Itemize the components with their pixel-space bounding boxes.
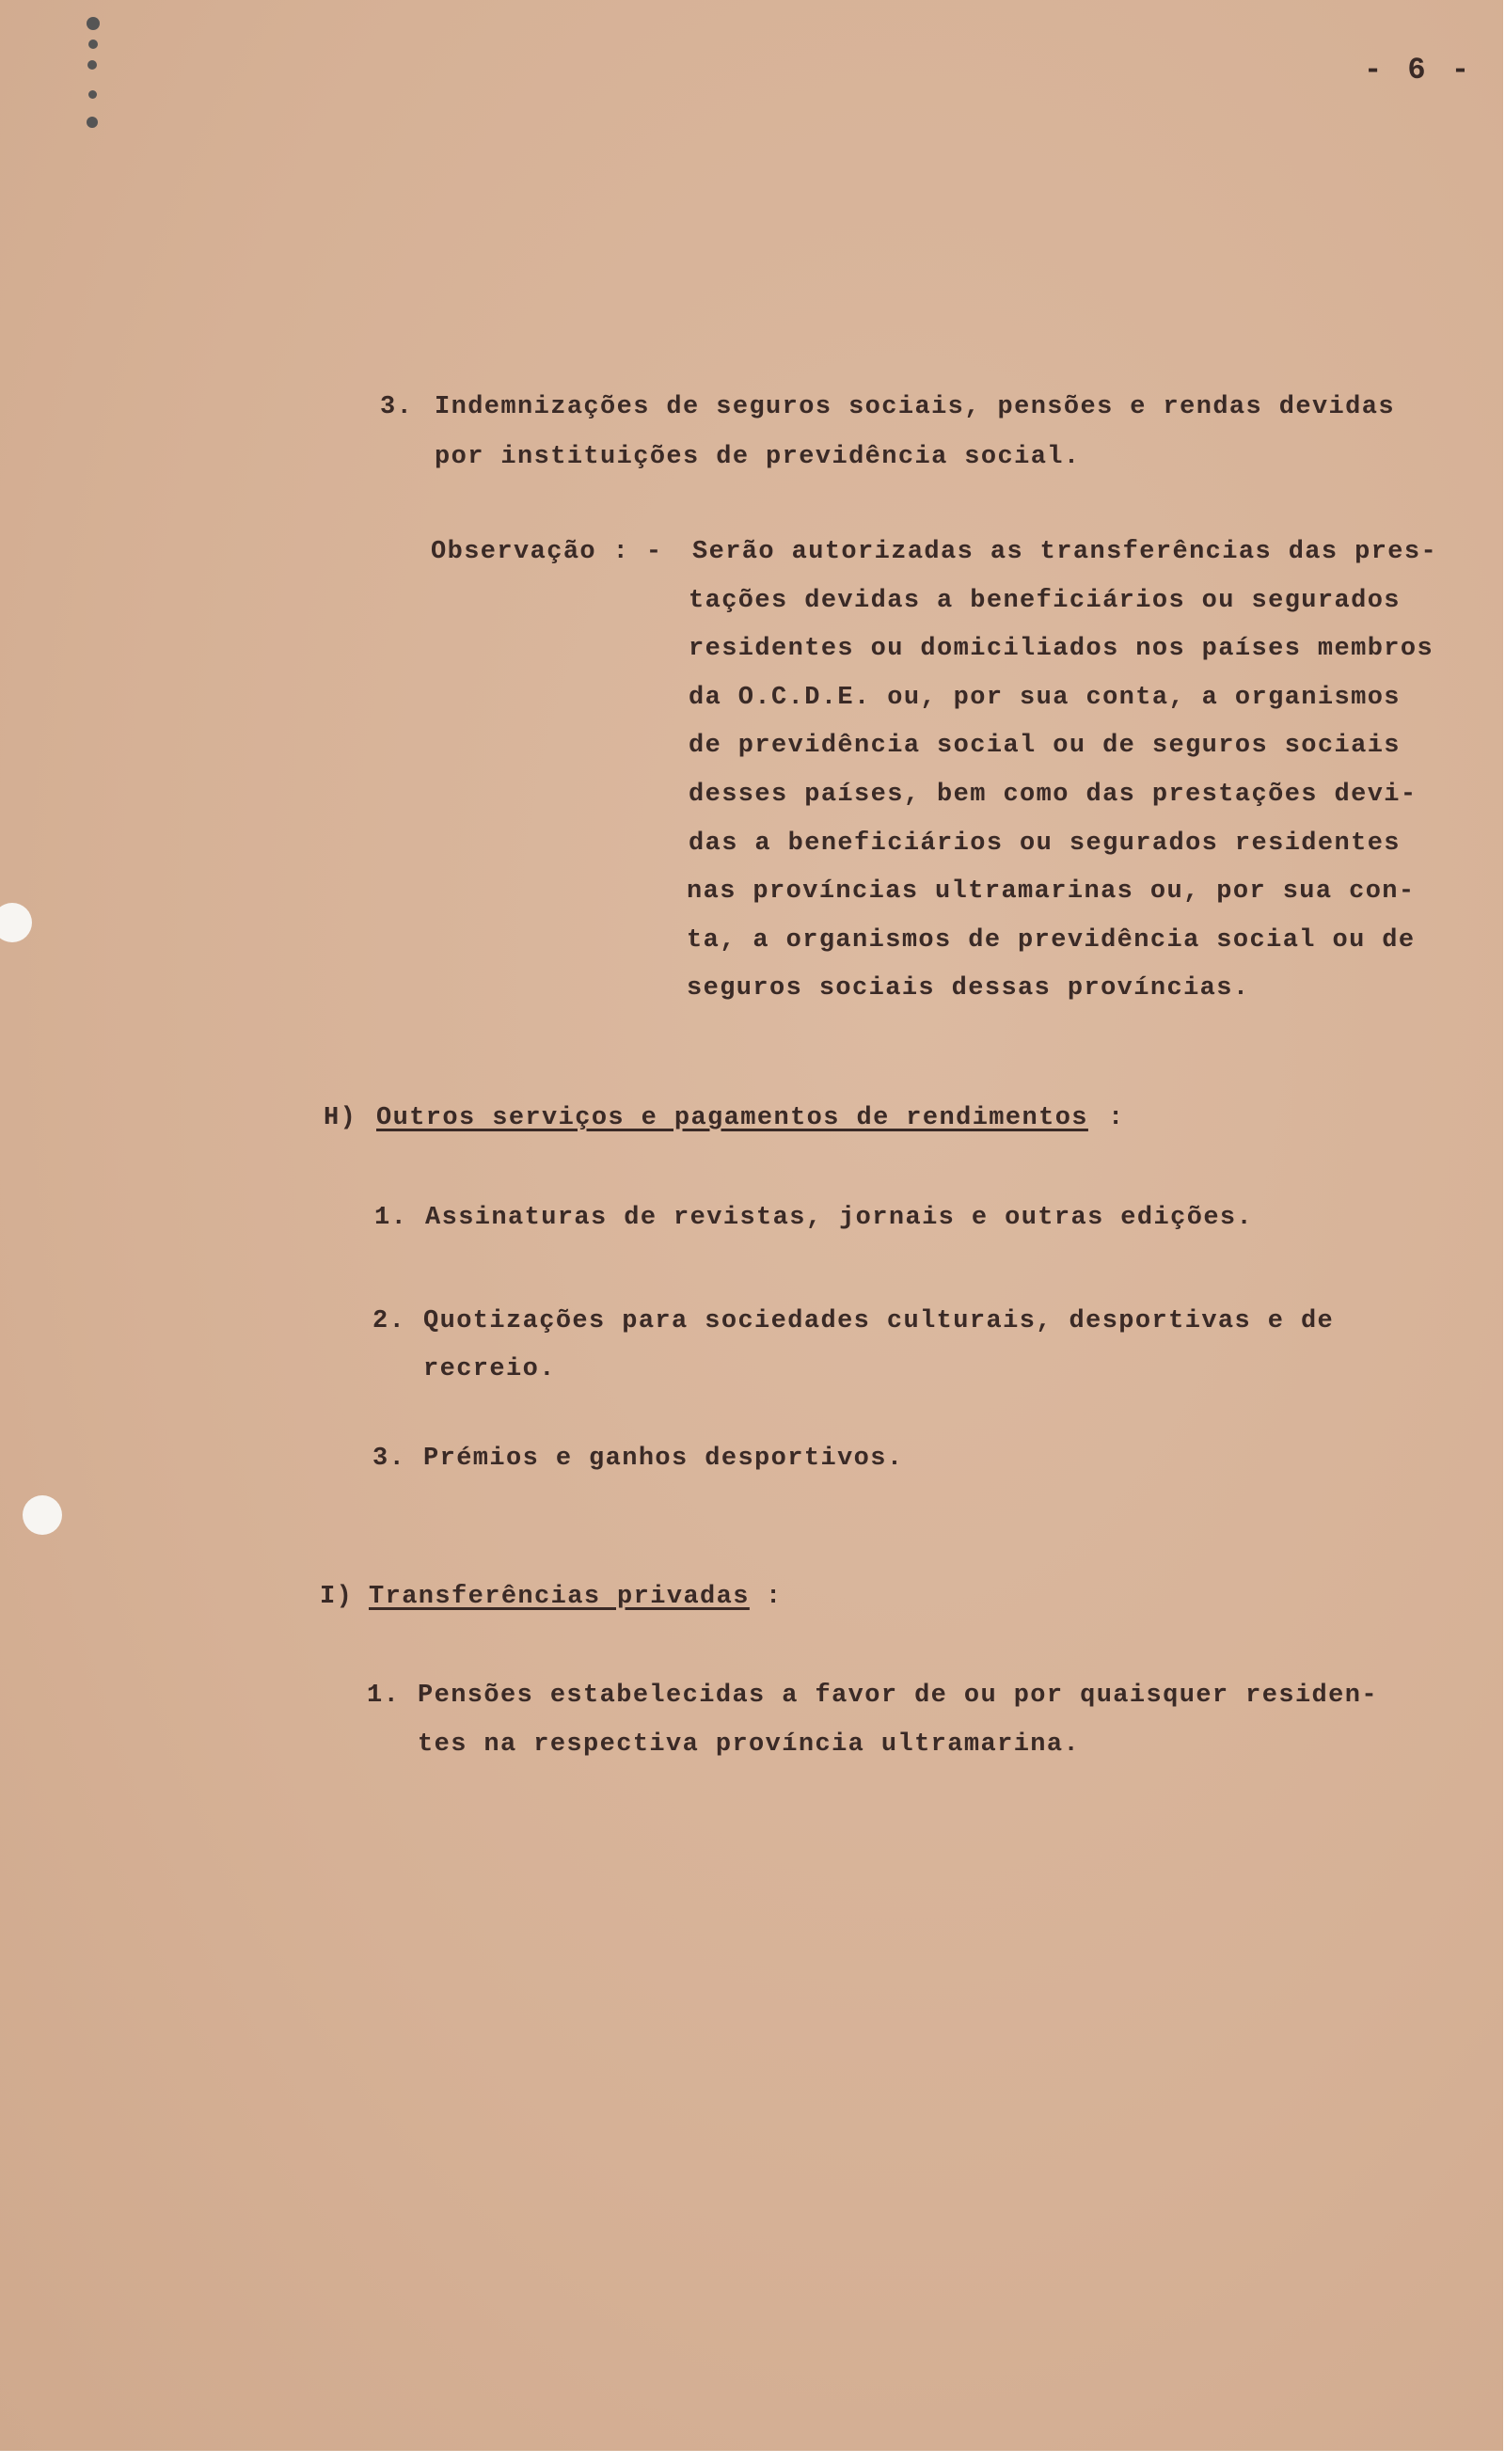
page-number: - 6 - (1364, 53, 1474, 87)
list-item-number: 1. (374, 1204, 408, 1232)
margin-mark (87, 117, 98, 128)
observation-line: de previdência social ou de seguros sociais (689, 732, 1401, 760)
observation-line: nas províncias ultramarinas ou, por sua con- (687, 877, 1416, 906)
item-text-line: Indemnizações de seguros sociais, pensões e rendas devidas (435, 393, 1395, 421)
observation-line: das a beneficiários ou segurados residentes (689, 829, 1401, 858)
punch-hole-top (0, 903, 32, 942)
section-title: Outros serviços e pagamentos de rendimentos (376, 1104, 1088, 1132)
observation-line: residentes ou domiciliados nos países membros (689, 635, 1434, 663)
list-item-line: Pensões estabelecidas a favor de ou por quaisquer residen- (418, 1682, 1378, 1710)
section-colon: : (1108, 1104, 1125, 1132)
section-colon: : (766, 1583, 783, 1611)
list-item-line: tes na respectiva província ultramarina. (418, 1730, 1081, 1759)
margin-mark (88, 90, 97, 99)
section-letter: H) (324, 1104, 357, 1132)
list-item-line: Prémios e ganhos desportivos. (423, 1445, 904, 1473)
observation-line: ta, a organismos de previdência social ou de (687, 926, 1416, 955)
item-number: 3. (380, 393, 414, 421)
margin-mark (87, 17, 100, 30)
observation-line: desses países, bem como das prestações devi- (689, 781, 1418, 809)
list-item-line: Assinaturas de revistas, jornais e outras edições. (425, 1204, 1254, 1232)
list-item-number: 1. (367, 1682, 401, 1710)
list-item-line: Quotizações para sociedades culturais, desportivas e de (423, 1307, 1335, 1335)
section-title: Transferências privadas (369, 1583, 750, 1611)
margin-mark (88, 39, 98, 49)
observation-line: da O.C.D.E. ou, por sua conta, a organismos (689, 684, 1401, 712)
margin-mark (87, 60, 97, 70)
list-item-number: 2. (372, 1307, 406, 1335)
observation-line: tações devidas a beneficiários ou segurados (689, 587, 1401, 615)
list-item-line: recreio. (423, 1355, 556, 1383)
section-letter: I) (320, 1583, 354, 1611)
list-item-number: 3. (372, 1445, 406, 1473)
item-text-line: por instituições de previdência social. (435, 443, 1081, 471)
observation-label: Observação : - (431, 538, 663, 566)
punch-hole-bottom (23, 1495, 62, 1535)
observation-line: seguros sociais dessas províncias. (687, 974, 1250, 1003)
observation-line: Serão autorizadas as transferências das pres- (692, 538, 1438, 566)
